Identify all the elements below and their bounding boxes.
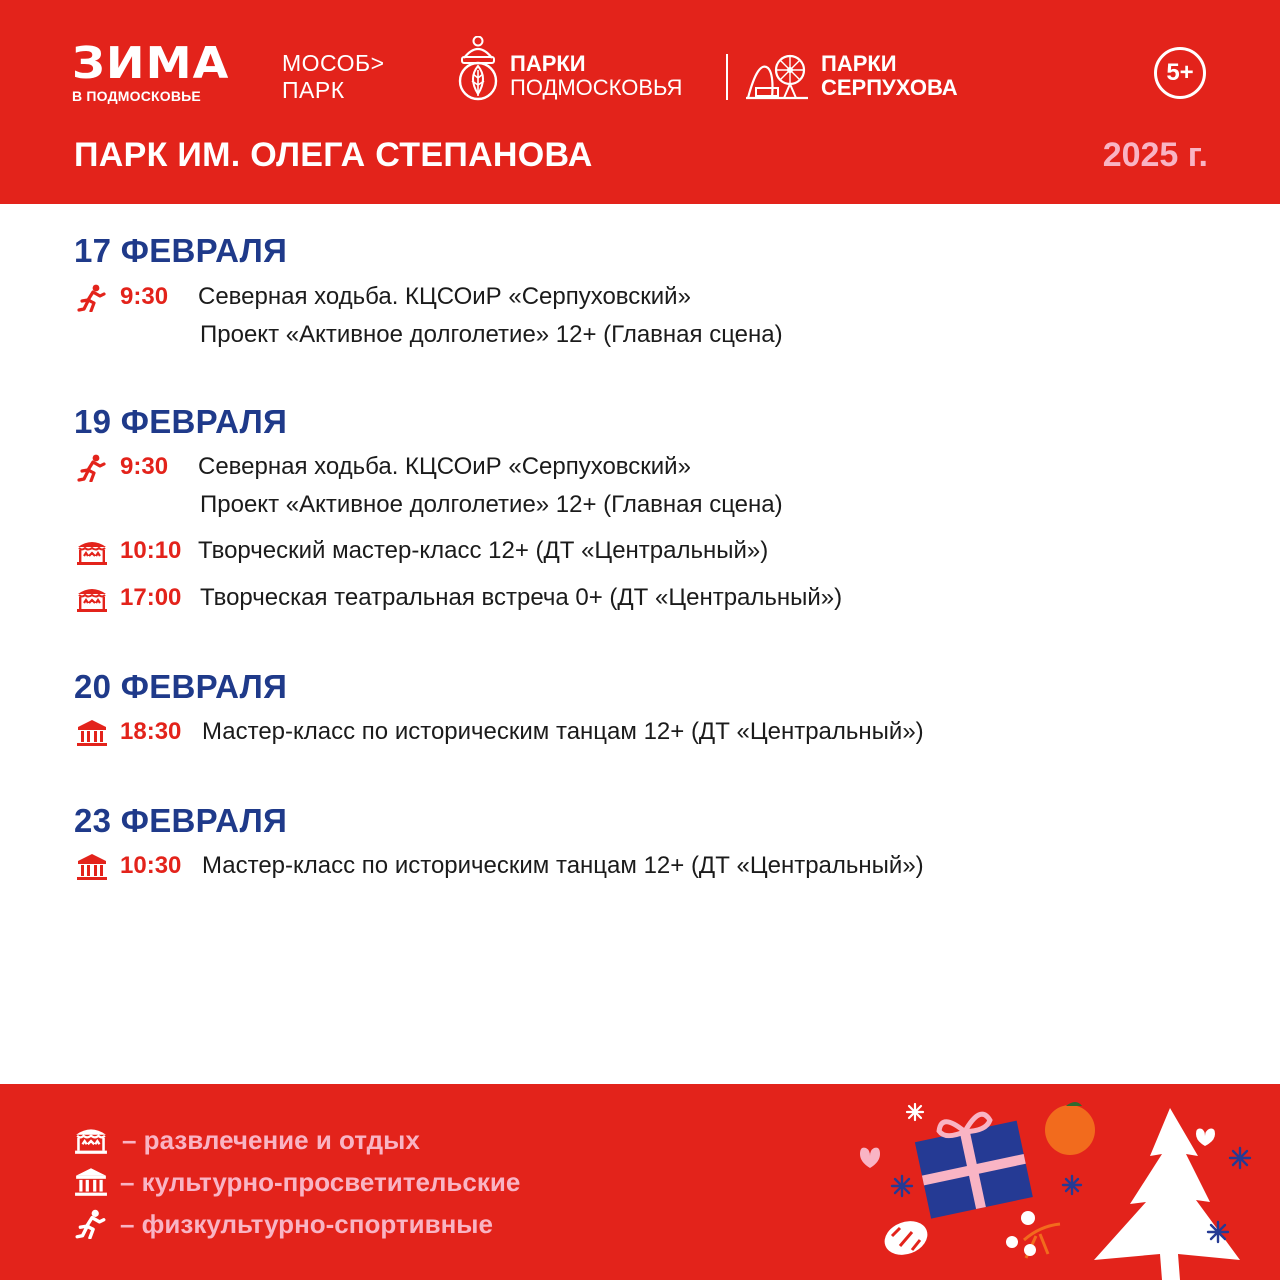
event-title: Творческая театральная встреча 0+ (ДТ «Центральный») [200, 584, 843, 611]
parki-podm-line2: ПОДМОСКОВЬЯ [510, 75, 683, 100]
runner-icon [74, 1209, 108, 1239]
event-time: 9:30 [120, 453, 169, 480]
heart-icon [1196, 1129, 1215, 1146]
event-item [76, 448, 976, 528]
event-time: 9:30 [120, 283, 169, 310]
parki-serpukhova-logo [744, 48, 974, 108]
mosobpark-logo-line1: МОСОБ> [282, 50, 385, 76]
legend-label: – физкультурно-спортивные [120, 1209, 493, 1239]
legend-label: – культурно-просветительские [120, 1167, 521, 1197]
year-label: 2025 г. [1102, 136, 1208, 174]
parki-serp-line2: СЕРПУХОВА [821, 75, 958, 100]
park-name-title: ПАРК ИМ. ОЛЕГА СТЕПАНОВА [74, 136, 593, 174]
mosobpark-logo [282, 50, 385, 104]
parki-podmoskovya-logo [456, 36, 716, 106]
carousel-icon [74, 1125, 108, 1155]
berries-icon [1006, 1211, 1060, 1258]
event-time: 18:30 [120, 718, 182, 745]
zima-logo [72, 38, 232, 104]
legend-item-cultural [74, 1165, 634, 1199]
event-time: 10:10 [120, 537, 182, 564]
age-rating-badge: 5+ [1154, 47, 1206, 99]
header-banner [0, 0, 1280, 204]
gift-icon [912, 1107, 1033, 1218]
event-title: Северная ходьба. КЦСОиР «Серпуховский» [198, 283, 691, 310]
event-title: Мастер-класс по историческим танцам 12+ (ДТ «Центральный») [202, 718, 924, 745]
legend-item-entertainment [74, 1123, 574, 1157]
footer-legend-banner [0, 1084, 1280, 1280]
tree-icon [1094, 1108, 1240, 1280]
ferris-wheel-icon [744, 50, 810, 102]
event-item [76, 532, 976, 572]
mosobpark-logo-line2: ПАРК [282, 77, 345, 103]
zima-logo-title: ЗИМА [72, 38, 230, 89]
museum-icon [76, 853, 108, 881]
legend-item-sports [74, 1207, 594, 1241]
snowflake-icon [907, 1104, 923, 1120]
event-item [76, 713, 1076, 753]
cookie-icon [880, 1215, 932, 1260]
runner-icon [76, 284, 108, 312]
date-heading: 23 ФЕВРАЛЯ [74, 802, 288, 839]
event-item [76, 278, 976, 358]
event-details: Проект «Активное долголетие» 12+ (Главная сцена) [200, 321, 783, 348]
date-heading: 19 ФЕВРАЛЯ [74, 403, 288, 440]
museum-icon [76, 719, 108, 747]
carousel-icon [76, 585, 108, 613]
orange-icon [1045, 1105, 1095, 1155]
legend-label: – развлечение и отдых [122, 1125, 420, 1155]
event-time: 10:30 [120, 852, 182, 879]
date-heading: 17 ФЕВРАЛЯ [74, 232, 288, 269]
zima-logo-subtitle: В ПОДМОСКОВЬЕ [72, 88, 201, 104]
winter-decoration [840, 1084, 1280, 1280]
event-item [76, 579, 976, 619]
event-item [76, 847, 1076, 887]
museum-icon [74, 1167, 108, 1197]
logo-divider [726, 54, 728, 100]
heart-icon [860, 1148, 880, 1168]
runner-icon [76, 454, 108, 482]
event-title: Творческий мастер-класс 12+ (ДТ «Центральный») [198, 537, 769, 564]
date-heading: 20 ФЕВРАЛЯ [74, 668, 288, 705]
parki-serp-line1: ПАРКИ [821, 51, 897, 76]
event-details: Проект «Активное долголетие» 12+ (Главная сцена) [200, 491, 783, 518]
event-title: Мастер-класс по историческим танцам 12+ (ДТ «Центральный») [202, 852, 924, 879]
hat-leaf-icon [456, 36, 504, 102]
event-time: 17:00 [120, 584, 182, 611]
parki-podm-line1: ПАРКИ [510, 51, 586, 76]
event-title: Северная ходьба. КЦСОиР «Серпуховский» [198, 453, 691, 480]
carousel-icon [76, 538, 108, 566]
